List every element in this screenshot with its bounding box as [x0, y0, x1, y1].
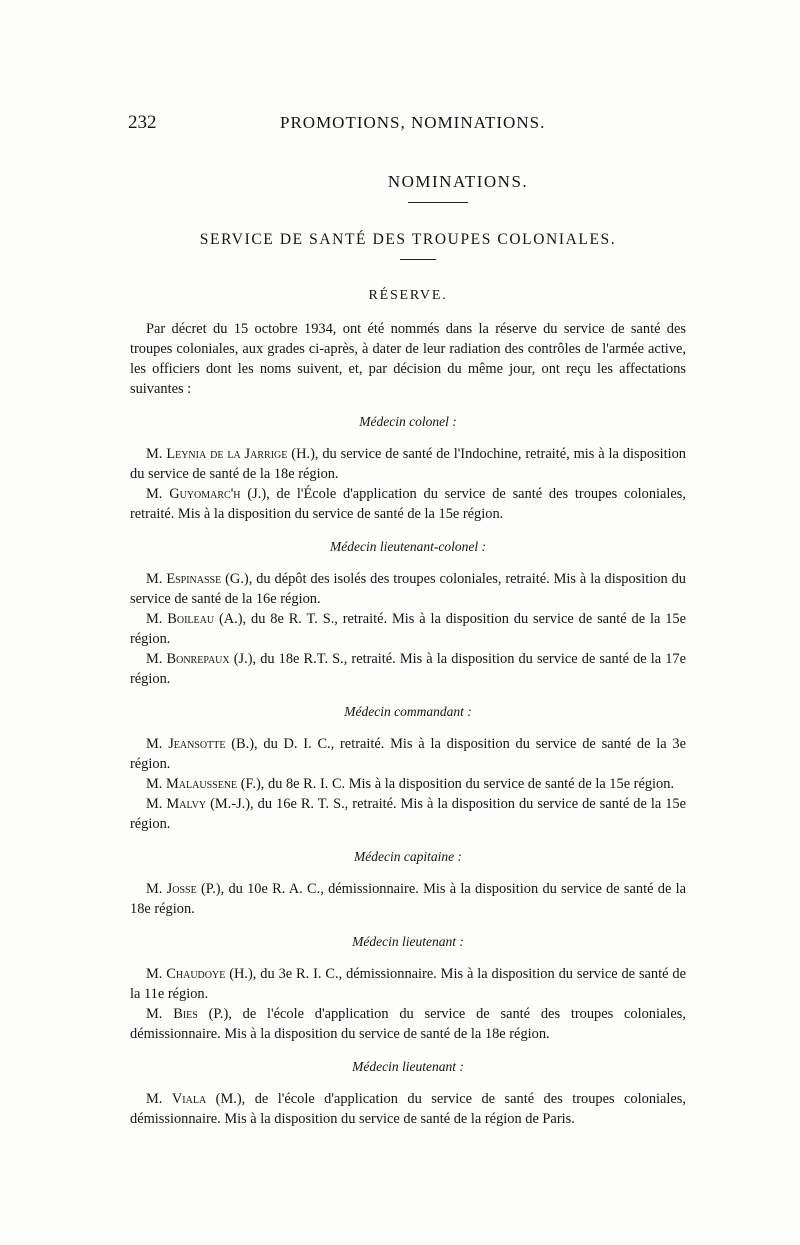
nomination-entry — [130, 1004, 686, 1044]
entry-prefix: M. — [146, 446, 163, 462]
nomination-entry — [130, 444, 686, 484]
entry-prefix: M. — [146, 651, 163, 667]
officer-name: Boileau — [167, 611, 215, 627]
officer-name: Leynia de la Jarrige — [166, 446, 288, 462]
entry-prefix: M. — [146, 966, 163, 982]
entry-prefix: M. — [146, 611, 163, 627]
entry-prefix: M. — [146, 571, 163, 587]
officer-name: Jeansotte — [168, 736, 226, 752]
nomination-entry — [130, 794, 686, 834]
group-4 — [130, 934, 686, 1044]
entry-prefix: M. — [146, 796, 163, 812]
section-title: NOMINATIONS. — [387, 172, 529, 191]
rank-heading: Médecin colonel : — [359, 414, 457, 429]
running-head — [130, 112, 686, 142]
entry-text: (H.), du service de santé de l'Indochine, retraité, mis à la disposition du service de santé de la 18e région. — [130, 446, 687, 482]
officer-name: Malaussene — [166, 776, 238, 792]
entry-prefix: M. — [146, 736, 163, 752]
rank-heading: Médecin capitaine : — [354, 849, 462, 864]
rank-heading: Médecin lieutenant : — [352, 1059, 464, 1074]
entry-prefix: M. — [146, 1091, 163, 1107]
running-title: PROMOTIONS, NOMINATIONS. — [280, 113, 546, 132]
entry-text: (J.), de l'École d'application du service de santé des troupes coloniales, retraité. Mis à la disposition du service de santé de la 15e région. — [130, 486, 686, 522]
nomination-entry — [130, 609, 686, 649]
group-3 — [130, 849, 686, 919]
entry-text: (A.), du 8e R. T. S., retraité. Mis à la disposition du service de santé de la 15e région. — [130, 611, 686, 647]
group-5 — [130, 1059, 686, 1129]
officer-name: Josse — [166, 881, 197, 897]
entry-text: (M.), de l'école d'application du service de santé des troupes coloniales, démissionnaire. Mis à la disposition du service de santé de la région de Paris. — [130, 1091, 686, 1127]
rank-heading: Médecin lieutenant : — [352, 934, 464, 949]
divider — [400, 259, 436, 260]
page-number: 232 — [128, 112, 157, 133]
nomination-entry — [130, 569, 686, 609]
officer-name: Malvy — [166, 796, 207, 812]
entry-text: (P.), de l'école d'application du service de santé des troupes coloniales, démissionnaire. Mis à la disposition du service de santé de la 18e région. — [130, 1006, 686, 1042]
entry-prefix: M. — [146, 881, 163, 897]
officer-name: Guyomarc'h — [169, 486, 241, 502]
officer-name: Bies — [173, 1006, 198, 1022]
officer-name: Espinasse — [166, 571, 222, 587]
nomination-entry — [130, 879, 686, 919]
entry-text: (P.), du 10e R. A. C., démissionnaire. Mis à la disposition du service de santé de la 18e région. — [130, 881, 686, 917]
entry-text: (B.), du D. I. C., retraité. Mis à la disposition du service de santé de la 3e région. — [130, 736, 686, 772]
entry-text: (F.), du 8e R. I. C. Mis à la disposition du service de santé de la 15e région. — [240, 776, 675, 792]
entry-text: (J.), du 18e R.T. S., retraité. Mis à la disposition du service de santé de la 17e région. — [130, 651, 686, 687]
entry-text: (H.), du 3e R. I. C., démissionnaire. Mis à la disposition du service de santé de la 11e région. — [130, 966, 686, 1002]
entry-prefix: M. — [146, 776, 163, 792]
entry-prefix: M. — [146, 486, 163, 502]
group-1 — [130, 539, 686, 689]
nomination-entry — [130, 649, 686, 689]
officer-name: Viala — [171, 1091, 207, 1107]
divider — [408, 202, 468, 203]
nomination-entry — [130, 734, 686, 774]
rank-heading: Médecin lieutenant-colonel : — [330, 539, 486, 554]
nomination-entry — [130, 484, 686, 524]
subsection-title: SERVICE DE SANTÉ DES TROUPES COLONIALES. — [199, 231, 617, 248]
entry-text: (M.-J.), du 16e R. T. S., retraité. Mis à la disposition du service de santé de la 15e région. — [130, 796, 687, 832]
entry-text: (G.), du dépôt des isolés des troupes coloniales, retraité. Mis à la disposition du service de santé de la 16e région. — [130, 571, 686, 607]
officer-name: Chaudoye — [166, 966, 226, 982]
rank-heading: Médecin commandant : — [344, 704, 472, 719]
entry-prefix: M. — [146, 1006, 163, 1022]
nomination-entry — [130, 1089, 686, 1129]
page — [130, 112, 686, 1129]
reserve-title: RÉSERVE. — [368, 288, 448, 303]
officer-name: Bonrepaux — [166, 651, 230, 667]
group-0 — [130, 414, 686, 524]
group-2 — [130, 704, 686, 834]
nomination-entry — [130, 774, 686, 794]
intro-paragraph: Par décret du 15 octobre 1934, ont été nommés dans la réserve du service de santé des troupes coloniales, aux grades ci-après, à dater de leur radiation des contrôles de l'armée active, les officiers dont les noms suivent, et, par décision du même jour, ont reçu les affectations suivantes : — [130, 321, 686, 397]
nomination-entry — [130, 964, 686, 1004]
